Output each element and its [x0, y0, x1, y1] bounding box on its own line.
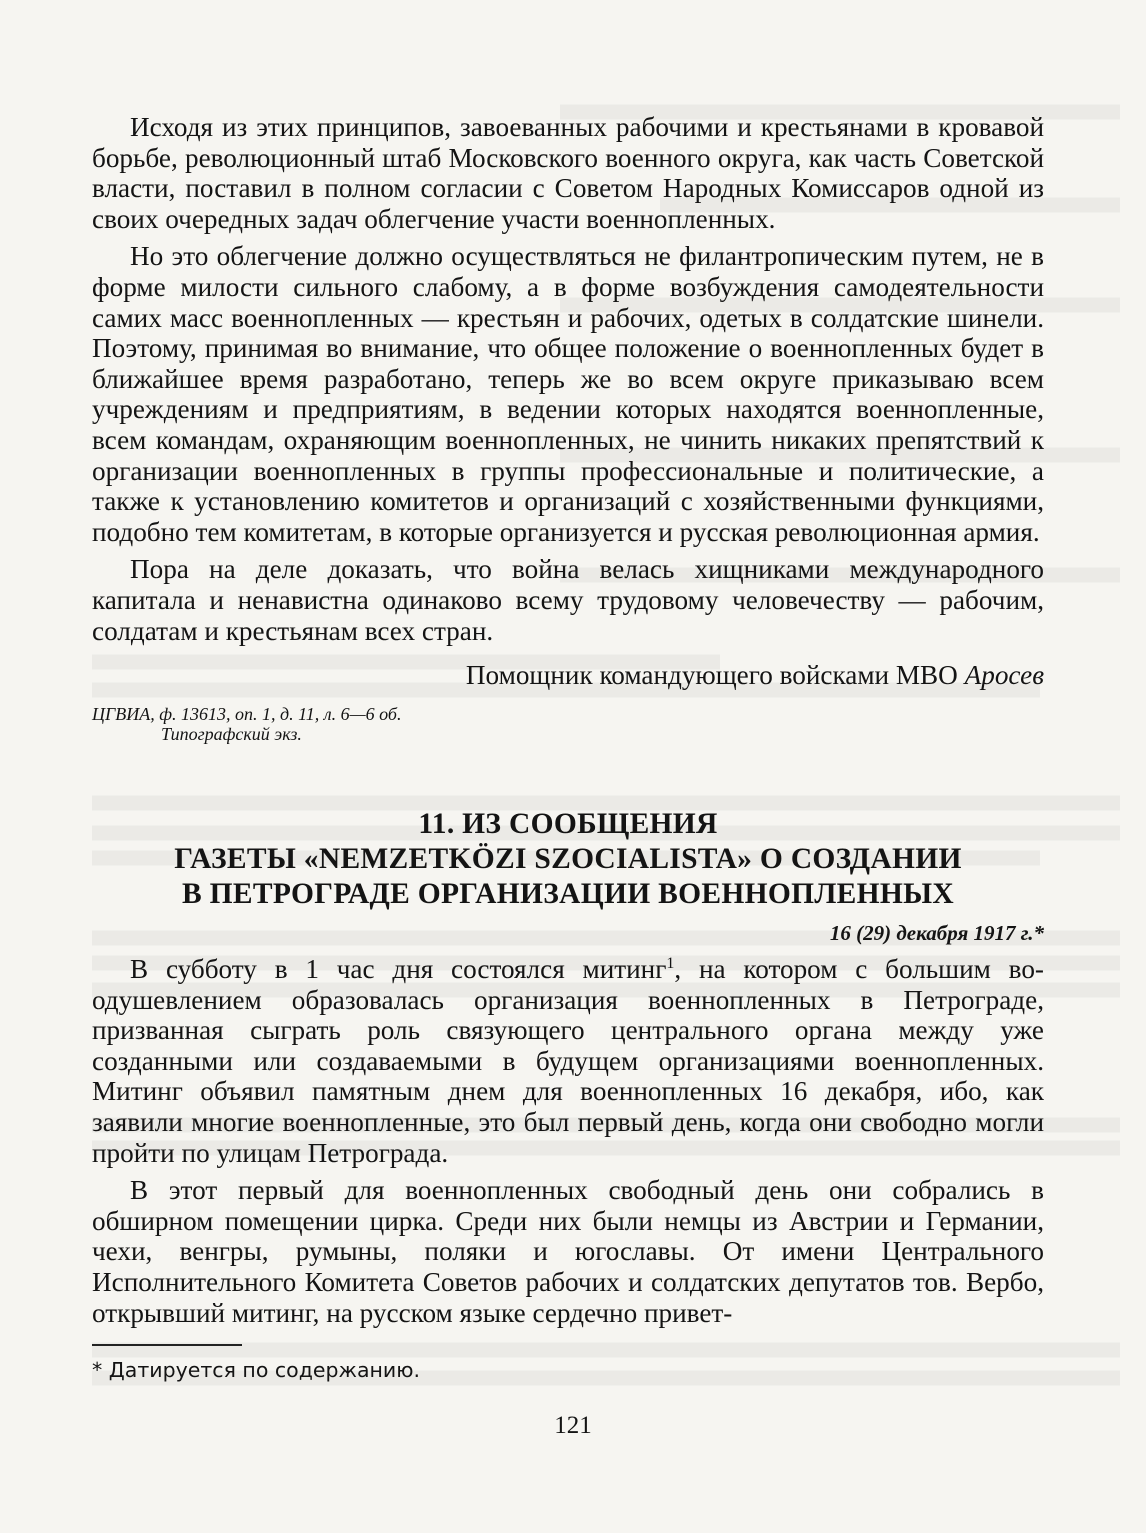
- footnote-divider: [92, 1344, 242, 1346]
- page-number: 121: [554, 1412, 592, 1439]
- paragraph-text: В субботу в 1 час дня состоялся митинг: [130, 954, 667, 985]
- signature-title: Помощник командующего войсками МВО: [465, 660, 958, 691]
- heading-line: В ПЕТРОГРАДЕ ОРГАНИЗАЦИИ ВОЕННОПЛЕННЫХ: [182, 878, 954, 911]
- heading-line: 11. ИЗ СООБЩЕНИЯ: [418, 808, 718, 841]
- paragraph: Пора на деле доказать, что война велась хищниками международного капитала и ненавистна одинаково всему трудовому человечеству — рабочим, солдатам и крестьянам всех стран.: [92, 554, 1044, 646]
- paragraph: В этот первый для военнопленных свободный день они собрались в обширном помещении цирка. Среди них были немцы из Австрии и Германии, чехи, венгры, румыны, поляки и югославы. От имени Центрального Исполнительного Комитета Советов рабочих и солдатских депутатов тов. Вербо, открывший митинг, на русском языке сердечно привет-: [92, 1175, 1044, 1328]
- signature-name: Аросев: [964, 660, 1044, 691]
- heading-line: ГАЗЕТЫ «NEMZETKÖZI SZOCIALISTA» О СОЗДАНИИ: [174, 843, 962, 876]
- archive-source: ЦГВИА, ф. 13613, оп. 1, д. 11, л. 6—6 об.: [92, 704, 402, 725]
- document-date: 16 (29) декабря 1917 г.*: [829, 921, 1044, 946]
- paragraph-text: , на котором с большим воодушевлением образовалась организация военнопленных в Петрограде, призванная сыграть роль связующего центрального органа между уже созданными или создаваемыми в будущем организациями военнопленных. Митинг объявил памятным днем для военнопленных 16 декабря, ибо, как заявили многие военнопленные, это был первый день, когда они свободно могли пройти по улицам Петрограда.: [92, 954, 1044, 1168]
- copy-type: Типографский экз.: [161, 724, 302, 745]
- signature: [92, 660, 1044, 690]
- paragraph: Но это облегчение должно осуществляться не филантропическим путем, не в форме милости сильного слабому, а в форме возбуждения самодеятельности самих масс военнопленных — крестьян и рабочих, одетых в солдатские шинели. Поэтому, принимая во внимание, что общее положение о военнопленных будет в ближайшее время разработано, теперь же во всем округе приказываю всем учреждениям и предприятиям, в ведении которых находятся военнопленные, всем командам, охраняющим военнопленных, не чинить никаких препятствий к организации военнопленных в группы профессиональные и политические, а также к установлению комитетов и организаций с хозяйственными функциями, подобно тем комитетам, в которые организуется и русская революционная армия.: [92, 241, 1044, 547]
- paragraph: Исходя из этих принципов, завоеванных рабочими и крестьянами в кровавой борьбе, революционный штаб Московского военного округа, как часть Советской власти, поставил в полном согласии с Советом Народных Комиссаров одной из своих очередных задач облегчение участи военнопленных.: [92, 112, 1044, 234]
- footnote-marker: 1: [666, 955, 675, 973]
- document-page: [92, 112, 1044, 1382]
- section-heading: [92, 807, 1044, 912]
- footnote: * Датируется по содержанию.: [92, 1358, 421, 1383]
- paragraph: [92, 954, 1044, 1168]
